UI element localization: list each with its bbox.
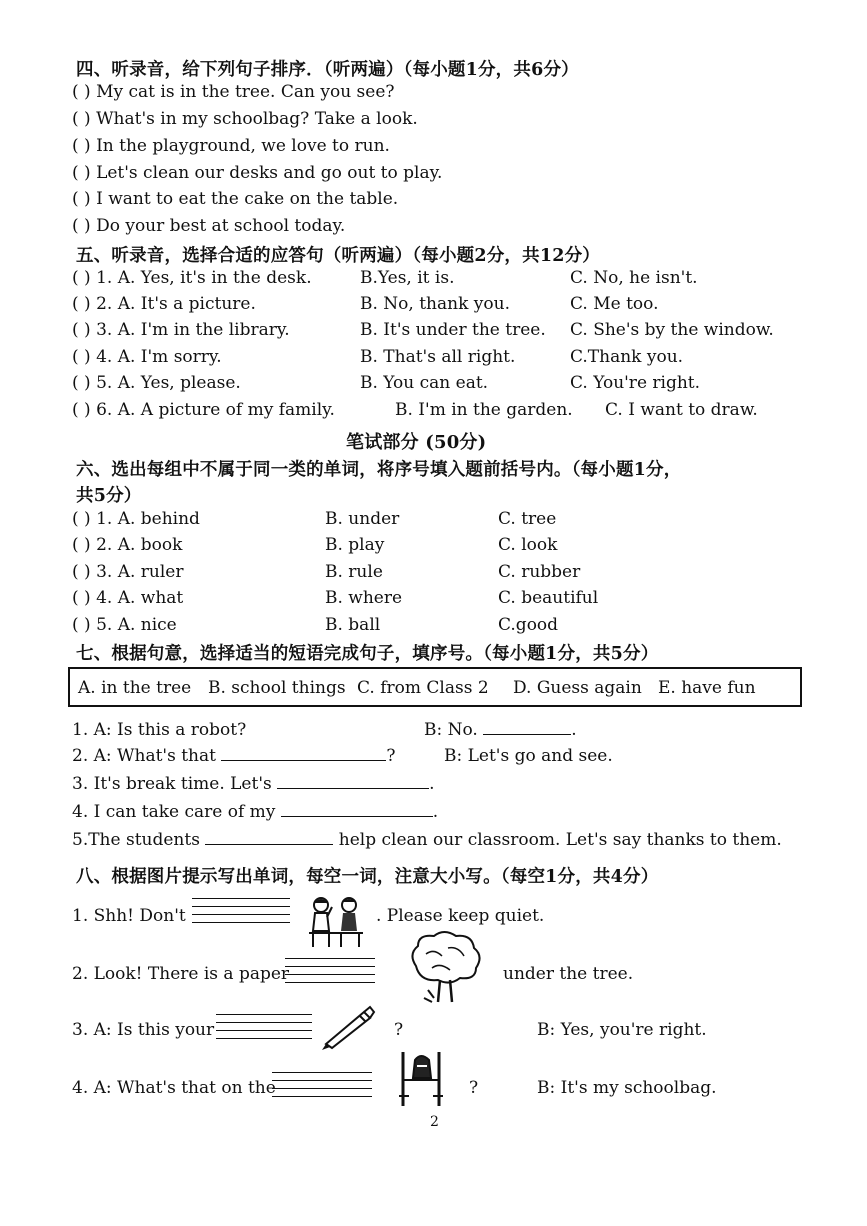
- s7-q3: [72, 774, 435, 794]
- s6-q5-a: ( ) 5. A. nice: [72, 615, 177, 635]
- s8-q3-a: [72, 1020, 214, 1040]
- s5-q1-c: C. No, he isn't.: [570, 268, 698, 288]
- s4-item-6: ( ) Do your best at school today.: [72, 216, 346, 236]
- s8-q3-q: ?: [394, 1020, 404, 1040]
- s8-q4-q: ?: [469, 1078, 479, 1098]
- s8-q2-a: 2. Look! There is a paper: [72, 964, 290, 984]
- tree-icon: [404, 928, 484, 1006]
- s5-q3-b: B. It's under the tree.: [360, 320, 546, 340]
- s5-q4-b: B. That's all right.: [360, 347, 516, 367]
- s7-q5-a: 5.The students: [72, 830, 200, 850]
- s5-q5-b: B. You can eat.: [360, 373, 489, 393]
- s6-q4-a: ( ) 4. A. what: [72, 588, 184, 608]
- s7-q3-dot: .: [429, 774, 435, 794]
- s7-q2: [72, 746, 396, 766]
- s7-q3-blank[interactable]: [277, 774, 429, 789]
- s5-q3: ( ) 3. A. I'm in the library.: [72, 320, 290, 340]
- s5-q5-c: C. You're right.: [570, 373, 701, 393]
- s6-q3-c: C. rubber: [498, 562, 581, 582]
- s5-q6: ( ) 6. A. A picture of my family.: [72, 400, 335, 420]
- s6-q2-b: B. play: [325, 535, 385, 555]
- s7-q4-dot: .: [432, 802, 439, 822]
- s5-q4-c: C.Thank you.: [570, 347, 684, 367]
- s7-q5-blank[interactable]: [205, 830, 333, 845]
- s7-q2-q: ?: [386, 746, 396, 766]
- s5-q2: ( ) 2. A. It's a picture.: [72, 294, 256, 314]
- s8-q2-writing-lines[interactable]: [285, 958, 375, 990]
- phrase-options-box: [68, 667, 802, 707]
- option-a: A. in the tree: [78, 678, 192, 698]
- schoolbag-on-chair-icon: [395, 1046, 447, 1108]
- s7-q1-b: [424, 720, 577, 740]
- pen-icon: [320, 1004, 376, 1050]
- s4-item-3: ( ) In the playground, we love to run.: [72, 136, 390, 156]
- s5-q5: ( ) 5. A. Yes, please.: [72, 373, 241, 393]
- s7-q4-text: 4. I can take care of my: [72, 802, 276, 822]
- s5-q1: ( ) 1. A. Yes, it's in the desk.: [72, 268, 312, 288]
- s8-q3-writing-lines[interactable]: [216, 1014, 312, 1046]
- s5-q6-c: C. I want to draw.: [605, 400, 758, 420]
- s7-q1-b-text: B: No.: [424, 720, 478, 740]
- s7-q5: [72, 830, 782, 850]
- s8-q1-writing-lines[interactable]: [192, 898, 290, 930]
- page-number: 2: [430, 1114, 439, 1130]
- s5-q6-b: B. I'm in the garden.: [395, 400, 573, 420]
- s8-q4-b: B: It's my schoolbag.: [537, 1078, 717, 1098]
- s4-item-1: ( ) My cat is in the tree. Can you see?: [72, 82, 395, 102]
- option-d: D. Guess again: [513, 678, 642, 698]
- s4-item-5: ( ) I want to eat the cake on the table.: [72, 189, 399, 209]
- s8-q3-a-text: 3. A: Is this your: [72, 1020, 215, 1040]
- s5-q4: ( ) 4. A. I'm sorry.: [72, 347, 222, 367]
- s8-q1-b: . Please keep quiet.: [376, 906, 545, 926]
- s7-q1-dot: .: [571, 720, 577, 740]
- s7-q1-a: 1. A: Is this a robot?: [72, 720, 247, 740]
- section-4-title: 四、听录音，给下列句子排序．（听两遍）（每小题1分，共6分）: [76, 60, 579, 80]
- s8-q1-a: 1. Shh! Don't: [72, 906, 186, 926]
- option-b: B. school things: [208, 678, 346, 698]
- s7-q2-blank[interactable]: [221, 746, 386, 761]
- s6-q3-a: ( ) 3. A. ruler: [72, 562, 184, 582]
- option-c: C. from Class 2: [357, 678, 489, 698]
- quiet-children-icon: [305, 893, 367, 949]
- s5-q2-b: B. No, thank you.: [360, 294, 510, 314]
- s6-q4-c: C. beautiful: [498, 588, 599, 608]
- s5-q2-c: C. Me too.: [570, 294, 659, 314]
- section-6-title-line2: 共5分）: [76, 486, 142, 506]
- section-7-title: 七、根据句意，选择适当的短语完成句子，填序号。（每小题1分，共5分）: [76, 644, 659, 664]
- s6-q3-b: B. rule: [325, 562, 383, 582]
- s8-q4-a: 4. A: What's that on the: [72, 1078, 276, 1098]
- s7-q4: [72, 802, 438, 822]
- s5-q1-b: B.Yes, it is.: [360, 268, 455, 288]
- s6-q5-b: B. ball: [325, 615, 381, 635]
- section-6-title-line1: 六、选出每组中不属于同一类的单词，将序号填入题前括号内。（每小题1分，: [76, 460, 682, 480]
- s7-q2-b: B: Let's go and see.: [444, 746, 613, 766]
- s6-q5-c: C.good: [498, 615, 559, 635]
- s8-q4-writing-lines[interactable]: [272, 1072, 372, 1104]
- section-5-title: 五、听录音，选择合适的应答句（听两遍）（每小题2分，共12分）: [76, 246, 600, 266]
- section-8-title: 八、根据图片提示写出单词，每空一词，注意大小写。（每空1分，共4分）: [76, 867, 659, 887]
- option-e: E. have fun: [658, 678, 756, 698]
- s4-item-4: ( ) Let's clean our desks and go out to play.: [72, 163, 443, 183]
- s7-q2-a: 2. A: What's that: [72, 746, 216, 766]
- written-part-title: 笔试部分 (50分): [346, 432, 487, 453]
- s6-q4-b: B. where: [325, 588, 403, 608]
- s7-q4-blank[interactable]: [281, 802, 433, 817]
- s7-q1-blank[interactable]: [483, 720, 571, 735]
- s8-q2-b: under the tree.: [503, 964, 634, 984]
- s8-q3-b: B: Yes, you're right.: [537, 1020, 707, 1040]
- s7-q3-text: 3. It's break time. Let's: [72, 774, 272, 794]
- s6-q2-a: ( ) 2. A. book: [72, 535, 183, 555]
- s6-q1-b: B. under: [325, 509, 400, 529]
- s6-q2-c: C. look: [498, 535, 558, 555]
- s6-q1-a: ( ) 1. A. behind: [72, 509, 200, 529]
- s5-q3-c: C. She's by the window.: [570, 320, 774, 340]
- s7-q5-b: help clean our classroom. Let's say thanks to them.: [338, 830, 782, 850]
- s6-q1-c: C. tree: [498, 509, 557, 529]
- s4-item-2: ( ) What's in my schoolbag? Take a look.: [72, 109, 418, 129]
